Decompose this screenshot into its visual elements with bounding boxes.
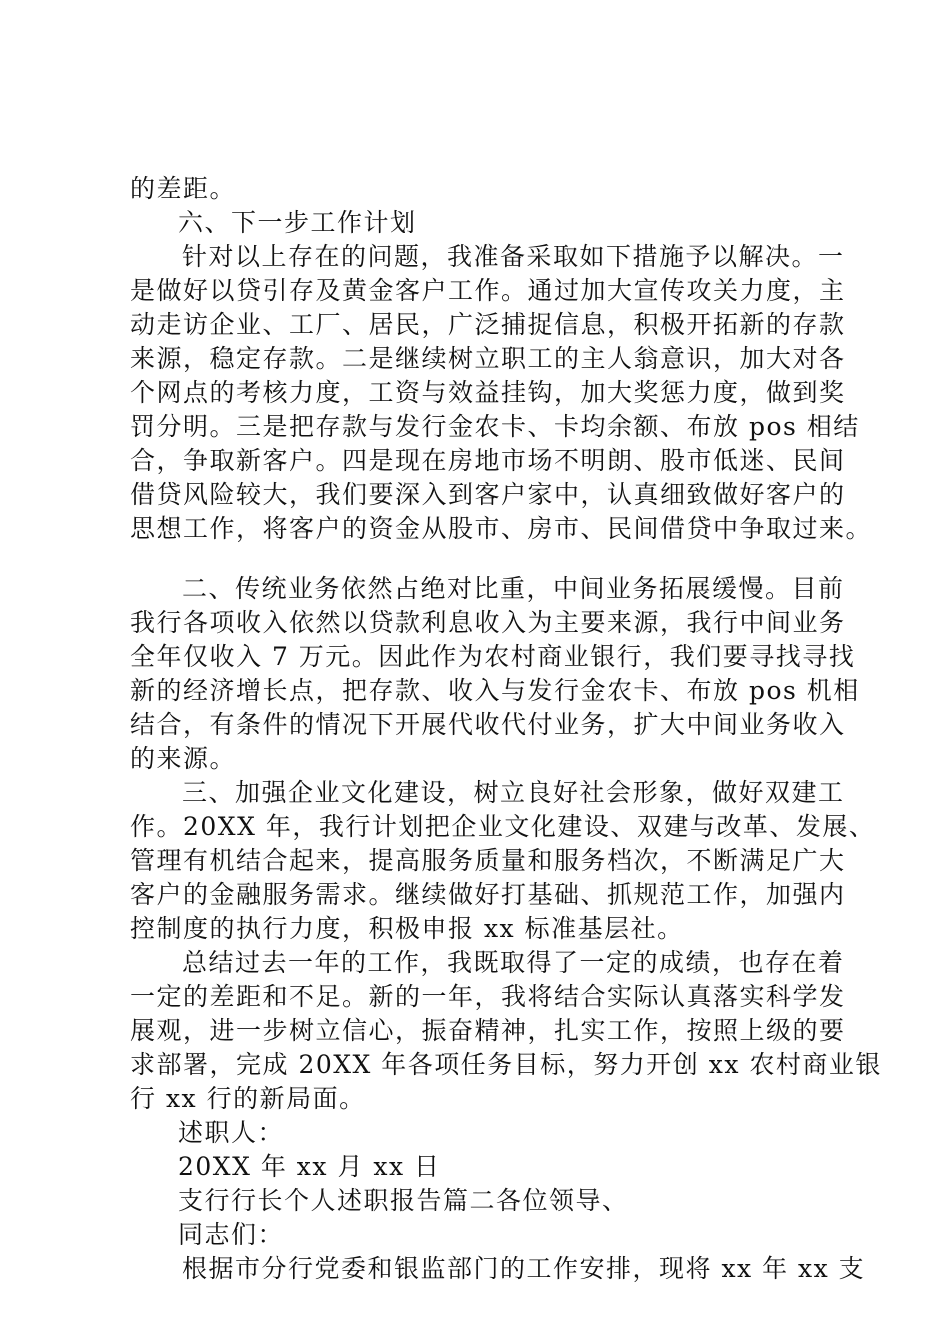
- text-line: 一定的差距和不足。新的一年，我将结合实际认真落实科学发: [130, 982, 846, 1011]
- text-line: 三、加强企业文化建设，树立良好社会形象，做好双建工: [182, 778, 845, 807]
- text-line: 展观，进一步树立信心，振奋精神，扎实工作，按照上级的要: [130, 1016, 846, 1045]
- text-line: 借贷风险较大，我们要深入到客户家中，认真细致做好客户的: [130, 480, 846, 509]
- text-line: 针对以上存在的问题，我准备采取如下措施予以解决。一: [182, 242, 845, 271]
- signature-date: 20XX 年 xx 月 xx 日: [178, 1152, 441, 1181]
- text-line: 来源，稳定存款。二是继续树立职工的主人翁意识，加大对各: [130, 344, 846, 373]
- text-line: 根据市分行党委和银监部门的工作安排，现将 xx 年 xx 支: [182, 1254, 866, 1283]
- salutation: 同志们：: [178, 1220, 285, 1249]
- text-line: 我行各项收入依然以贷款利息收入为主要来源，我行中间业务: [130, 608, 846, 637]
- text-line: 的差距。: [130, 174, 237, 203]
- text-line: 合，争取新客户。四是现在房地市场不明朗、股市低迷、民间: [130, 446, 846, 475]
- text-line: 行 xx 行的新局面。: [130, 1084, 366, 1113]
- text-line: 新的经济增长点，把存款、收入与发行金农卡、布放 pos 机相: [130, 676, 860, 705]
- text-line: 个网点的考核力度，工资与效益挂钩，加大奖惩力度，做到奖: [130, 378, 846, 407]
- text-line: 管理有机结合起来，提高服务质量和服务档次，不断满足广大: [130, 846, 846, 875]
- text-line: 作。20XX 年，我行计划把企业文化建设、双建与改革、发展、: [130, 812, 876, 841]
- signature-label: 述职人：: [178, 1118, 285, 1147]
- text-line: 思想工作，将客户的资金从股市、房市、民间借贷中争取过来。: [130, 514, 873, 543]
- text-line: 罚分明。三是把存款与发行金农卡、卡均余额、布放 pos 相结: [130, 412, 860, 441]
- text-line: 控制度的执行力度，积极申报 xx 标准基层社。: [130, 914, 684, 943]
- text-line: 全年仅收入 7 万元。因此作为农村商业银行，我们要寻找寻找: [130, 642, 856, 671]
- text-line: 求部署，完成 20XX 年各项任务目标，努力开创 xx 农村商业银: [130, 1050, 882, 1079]
- text-line: 总结过去一年的工作，我既取得了一定的成绩，也存在着: [182, 948, 845, 977]
- text-line: 的来源。: [130, 744, 237, 773]
- text-line: 是做好以贷引存及黄金客户工作。通过加大宣传攻关力度，主: [130, 276, 846, 305]
- text-line: 二、传统业务依然占绝对比重，中间业务拓展缓慢。目前: [182, 574, 845, 603]
- text-line: 支行行长个人述职报告篇二各位领导、: [178, 1186, 629, 1215]
- text-line: 动走访企业、工厂、居民，广泛捕捉信息，积极开拓新的存款: [130, 310, 846, 339]
- section-heading: 六、下一步工作计划: [178, 208, 417, 237]
- text-line: 结合，有条件的情况下开展代收代付业务，扩大中间业务收入: [130, 710, 846, 739]
- text-line: 客户的金融服务需求。继续做好打基础、抓规范工作，加强内: [130, 880, 846, 909]
